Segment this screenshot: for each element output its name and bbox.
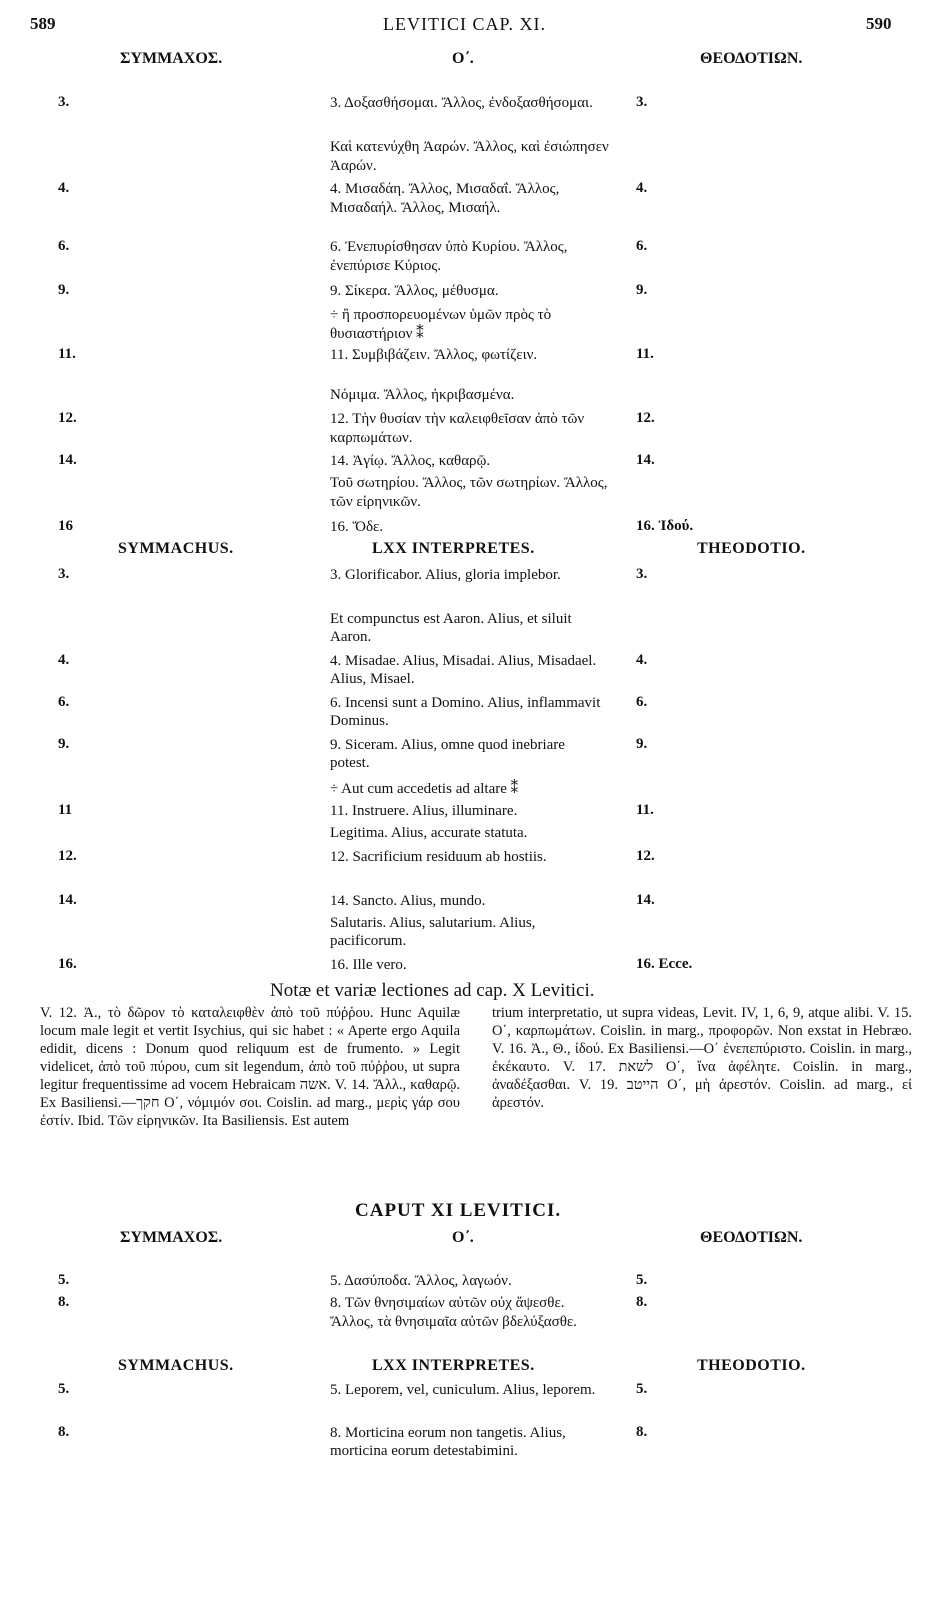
row-number-right: 12. [636, 848, 655, 864]
row-text-center: 11. Instruere. Alius, illuminare. [330, 803, 518, 819]
row-number-left: 8. [58, 1424, 70, 1440]
col-head-lxx-greek-2: Ο΄. [452, 1229, 474, 1246]
row-number-right: 12. [636, 410, 655, 426]
row-number-left: 3. [58, 94, 70, 110]
row-text-center: 16. Ille vero. [330, 957, 407, 973]
row-number-left: 14. [58, 892, 77, 908]
row-text-center: Et compunctus est Aaron. Alius, et siluit Aaron. [330, 611, 572, 645]
row-number-left: 5. [58, 1272, 70, 1288]
row-number-left: 12. [58, 410, 77, 426]
row-text-center: 5. Δασύποδα. Ἄλλος, λαγωόν. [330, 1273, 512, 1289]
row-number-right: 14. [636, 452, 655, 468]
row-number-left: 11. [58, 346, 76, 362]
row-number-right: 4. [636, 652, 648, 668]
row-text-center: Νόμιμα. Ἄλλος, ἠκριβασμένα. [330, 387, 515, 403]
row-number-left: 3. [58, 566, 70, 582]
row-number-left: 11 [58, 802, 73, 818]
notes-left-column: V. 12. Ἀ., τὸ δῶρον τὸ καταλειφθὲν ἀπὸ τοῦ πύῤῥου. Hunc Aquilæ locum male legit et vertit Isychius, qui sic habet : « Aperte ergo Aquila edidit, dicens : Donum quod reliquum est de frumento. » Legit videlicet, ἀπὸ τοῦ πύρου, cum sit legendum, ἀπὸ τοῦ πύῤῥου, ut supra legitur frequentissime ad vocem Hebraicam אשה. V. 14. Ἄλλ., καθαρῷ. Ex Basiliensi.—חקך O΄, νόμιμόν σοι. Coislin. ad marg., μερὶς γάρ σου ἐστίν. Ibid. Τῶν εἰρηνικῶν. Ita Basiliensis. Est autem [40, 1005, 460, 1129]
row-number-right: 9. [636, 736, 648, 752]
row-number-right: 5. [636, 1381, 648, 1397]
row-number-right: 8. [636, 1294, 648, 1310]
row-text-center: 12. Sacrificium residuum ab hostiis. [330, 849, 547, 865]
row-number-left: 9. [58, 282, 70, 298]
row-number-right: 6. [636, 238, 648, 254]
col-head-symmachus-greek: ΣΥΜΜΑΧΟΣ. [120, 50, 223, 67]
col-head-lxx-latin: LXX INTERPRETES. [372, 540, 535, 557]
row-text-center: 8. Τῶν θνησιμαίων αὐτῶν οὐχ ἅψεσθε. Ἄλλος, τὰ θνησιμαῖα αὐτῶν βδελύξασθε. [330, 1295, 577, 1330]
row-text-center: 5. Leporem, vel, cuniculum. Alius, leporem. [330, 1382, 596, 1398]
row-text-center: 4. Μισαδάη. Ἄλλος, Μισαδαΐ. Ἄλλος, Μισαδαήλ. Ἄλλος, Μισαήλ. [330, 181, 560, 216]
row-number-right: 3. [636, 94, 648, 110]
row-number-right: 6. [636, 694, 648, 710]
row-text-center: Καὶ κατενύχθη Ἀαρών. Ἄλλος, καὶ ἐσιώπησεν Ἀαρών. [330, 139, 609, 174]
row-number-right: 16. Ecce. [636, 956, 693, 972]
row-number-left: 4. [58, 652, 70, 668]
page-number-left: 589 [30, 14, 56, 33]
row-number-left: 12. [58, 848, 77, 864]
row-text-center: 9. Siceram. Alius, omne quod inebriare potest. [330, 737, 565, 771]
notes-right-column: trium interpretatio, ut supra videas, Levit. IV, 1, 6, 9, atque alibi. V. 15. O΄, καρπωμάτων. Coislin. in marg., προφορῶν. Non exstat in Hebræo. V. 16. Ἀ., Θ., ἰδού. Ex Basiliensi.—O΄ ἐνεπεπύριστο. Coislin. in marg., ἐκέκαυτο. V. 17. לשאת O΄, ἵνα ἀφέλητε. Coislin. in marg., ἀναδέξασθαι. V. 19. הייטב O΄, μὴ ἀρεστόν. Coislin. ad marg., εἰ ἀρεστόν. [492, 1005, 912, 1111]
page-number-right: 590 [866, 14, 892, 33]
row-text-center: 4. Misadae. Alius, Misadai. Alius, Misadael. Alius, Misael. [330, 653, 597, 687]
row-text-center: 3. Δοξασθήσομαι. Ἄλλος, ἐνδοξασθήσομαι. [330, 95, 593, 111]
row-text-center: Salutaris. Alius, salutarium. Alius, pacificorum. [330, 915, 536, 949]
row-number-left: 16 [58, 518, 73, 534]
row-number-right: 11. [636, 802, 654, 818]
col-head-lxx-greek: Ο΄. [452, 50, 474, 67]
row-text-center: ÷ Aut cum accedetis ad altare ⁑ [330, 781, 519, 797]
row-number-left: 6. [58, 694, 70, 710]
row-text-center: 12. Τὴν θυσίαν τὴν καλειφθεῖσαν ἀπὸ τῶν καρπωμάτων. [330, 411, 585, 446]
row-number-right: 11. [636, 346, 654, 362]
row-text-center: 6. Incensi sunt a Domino. Alius, inflammavit Dominus. [330, 695, 601, 729]
running-title: LEVITICI CAP. XI. [383, 14, 546, 34]
row-number-right: 9. [636, 282, 648, 298]
col-head-symmachus-greek-2: ΣΥΜΜΑΧΟΣ. [120, 1229, 223, 1246]
row-number-left: 14. [58, 452, 77, 468]
col-head-lxx-latin-2: LXX INTERPRETES. [372, 1357, 535, 1374]
col-head-theodotion-greek-2: ΘΕΟΔΟΤΙΩΝ. [700, 1229, 803, 1246]
row-number-right: 16. Ἰδού. [636, 518, 694, 534]
notes-title: Notæ et variæ lectiones ad cap. X Levitici. [270, 980, 595, 1001]
row-number-left: 16. [58, 956, 77, 972]
row-number-right: 5. [636, 1272, 648, 1288]
row-number-left: 8. [58, 1294, 70, 1310]
row-number-right: 4. [636, 180, 648, 196]
row-number-left: 6. [58, 238, 70, 254]
col-head-theodotion-greek: ΘΕΟΔΟΤΙΩΝ. [700, 50, 803, 67]
row-number-right: 14. [636, 892, 655, 908]
col-head-symmachus-latin: SYMMACHUS. [118, 540, 234, 557]
col-head-symmachus-latin-2: SYMMACHUS. [118, 1357, 234, 1374]
row-text-center: Legitima. Alius, accurate statuta. [330, 825, 528, 841]
col-head-theodotion-latin-2: THEODOTIO. [697, 1357, 806, 1374]
row-number-right: 3. [636, 566, 648, 582]
row-text-center: 11. Συμβιβάζειν. Ἄλλος, φωτίζειν. [330, 347, 538, 363]
row-text-center: 14. Sancto. Alius, mundo. [330, 893, 486, 909]
row-text-center: ÷ ἢ προσπορευομένων ὑμῶν πρὸς τὸ θυσιαστήριον ⁑ [330, 307, 552, 342]
col-head-theodotion-latin: THEODOTIO. [697, 540, 806, 557]
row-number-left: 4. [58, 180, 70, 196]
row-text-center: 6. Ἐνεπυρίσθησαν ὑπὸ Κυρίου. Ἄλλος, ἐνεπύρισε Κύριος. [330, 239, 568, 274]
row-number-left: 9. [58, 736, 70, 752]
row-text-center: 14. Ἁγίῳ. Ἄλλος, καθαρῷ. [330, 453, 491, 469]
row-text-center: 9. Σίκερα. Ἄλλος, μέθυσμα. [330, 283, 499, 299]
row-number-left: 5. [58, 1381, 70, 1397]
row-text-center: Τοῦ σωτηρίου. Ἄλλος, τῶν σωτηρίων. Ἄλλος, τῶν εἰρηνικῶν. [330, 475, 608, 510]
row-text-center: 3. Glorificabor. Alius, gloria implebor. [330, 567, 561, 583]
row-text-center: 16. Ὅδε. [330, 519, 384, 535]
row-text-center: 8. Morticina eorum non tangetis. Alius, morticina eorum detestabimini. [330, 1425, 566, 1459]
caput-title: CAPUT XI LEVITICI. [355, 1200, 562, 1221]
row-number-right: 8. [636, 1424, 648, 1440]
